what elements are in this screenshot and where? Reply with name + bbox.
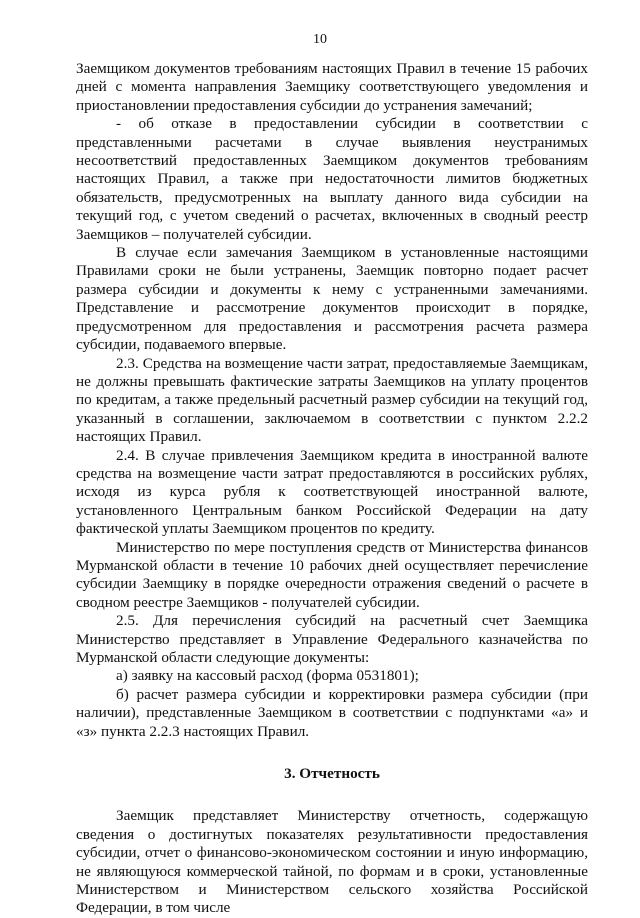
list-item-a: а) заявку на кассовый расход (форма 0531801); xyxy=(116,667,419,685)
paragraph: Заемщиком документов требованиям настоящих Правил в течение 15 рабочих дней с момента направления Заемщику соответствующего уведомления и приостановлении предоставления субсидии до устранения замечаний; xyxy=(76,60,588,114)
section-heading: 3. Отчетность xyxy=(284,765,380,783)
page-number: 10 xyxy=(313,32,327,47)
paragraph-refusal-clause: - об отказе в предоставлении субсидии в соответствии с представленными расчетами в случае выявления неустранимых несоответствий предоставленных Заемщиком документов требованиям настоящих Правил, а также при недостаточности лимитов бюджетных обязательств, предусмотренных на выплату данного вида субсидии на текущий год, с учетом сведений о расчетах, включенных в сводный реестр Заемщиков – получателей субсидии. xyxy=(76,115,588,243)
paragraph-2-3: 2.3. Средства на возмещение части затрат, предоставляемые Заемщикам, не должны превышать фактические затраты Заемщиков на уплату процентов по кредитам, а также предельный расчетный размер субсидии на текущий год, указанный в соглашении, заключаемом в соответствии с пунктом 2.2.2 настоящих Правил. xyxy=(76,354,588,446)
paragraph-reporting: Заемщик представляет Министерству отчетность, содержащую сведения о достигнутых показателях результативности предоставления субсидии, отчет о финансово-экономическом состоянии и иную информацию, не являющуюся коммерческой тайной, по формам и в сроки, установленные Министерством и Министерством сельского хозяйства Российской Федерации, в том числе xyxy=(76,807,588,917)
paragraph-resubmission: В случае если замечания Заемщиком в установленные настоящими Правилами сроки не были устранены, Заемщик повторно подает расчет размера субсидии и документы к нему с устраненными замечаниями. Представление и рассмотрение документов происходит в порядке, предусмотренном для предоставления и рассмотрения расчета размера субсидии, подаваемого впервые. xyxy=(76,244,588,354)
document-body xyxy=(76,60,588,918)
paragraph-2-4: 2.4. В случае привлечения Заемщиком кредита в иностранной валюте средства на возмещение части затрат предоставляются в российских рублях, исходя из курса рубля к соответствующей иностранной валюте, установленного Центральным банком Российской Федерации на дату фактической уплаты Заемщиком процентов по кредиту. xyxy=(76,446,588,538)
paragraph-2-5: 2.5. Для перечисления субсидий на расчетный счет Заемщика Министерство представляет в Управление Федерального казначейства по Мурманской области следующие документы: xyxy=(76,612,588,666)
list-item-b: б) расчет размера субсидии и корректировки размера субсидии (при наличии), представленные Заемщиком в соответствии с подпунктами «а» и «з» пункта 2.2.3 настоящих Правил. xyxy=(76,685,588,740)
paragraph-transfer: Министерство по мере поступления средств от Министерства финансов Мурманской области в течение 10 рабочих дней осуществляет перечисление субсидии Заемщику в порядке очередности отражения сведений о расчете в сводном реестре Заемщиков - получателей субсидии. xyxy=(76,538,588,611)
